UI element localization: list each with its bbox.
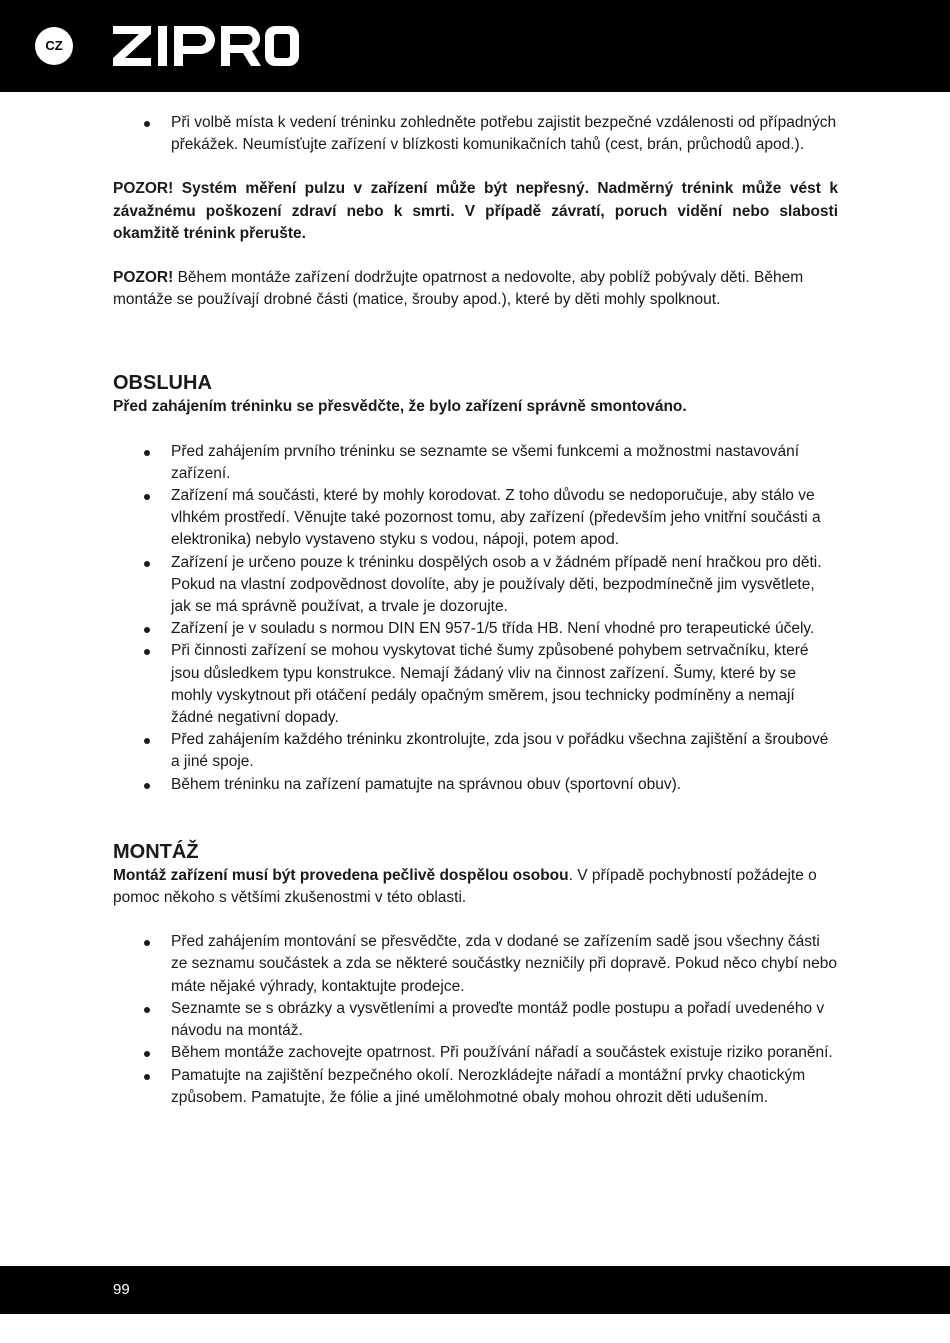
list-item: Při činnosti zařízení se mohou vyskytovat tiché šumy způsobené pohybem setrvačníku, které jsou důsledkem typu konstrukce. Nemají žádaný vliv na činnost zařízení. Šumy, které by se mohly vyskytnout při otáčení pedály opačným směrem, jsou technicky podmíněny a nemají žádné negativní dopady. (171, 640, 838, 729)
zipro-logo (113, 26, 299, 66)
language-badge: CZ (35, 27, 73, 65)
montaz-intro-bold: Montáž zařízení musí být provedena pečlivě dospělou osobou (113, 866, 569, 884)
list-item: Zařízení má součásti, které by mohly korodovat. Z toho důvodu se nedoporučuje, aby stálo ve vlhkém prostředí. Věnujte také pozornost tomu, aby zařízení (především jeho vnitřní součásti a elektronika) nebylo vystaveno styku s vodou, nápoji, potem apod. (171, 485, 838, 552)
list-item: Seznamte se s obrázky a vysvětleními a proveďte montáž podle postupu a pořadí uvedeného v návodu na montáž. (171, 998, 838, 1042)
section-subtitle-obsluha: Před zahájením tréninku se přesvědčte, že bylo zařízení správně smontováno. (113, 398, 687, 416)
page-content (113, 112, 838, 1109)
section-title-obsluha: OBSLUHA (113, 372, 212, 395)
warning-text: Během montáže zařízení dodržujte opatrnost a nedovolte, aby poblíž pobývaly děti. Během montáže se používají drobné části (matice, šrouby apod.), které by děti mohly spolknout. (113, 269, 804, 309)
list-item: Zařízení je určeno pouze k tréninku dospělých osob a v žádném případě není hračkou pro děti. Pokud na vlastní zodpovědnost dovolíte, aby je používaly děti, bezpodmínečně jim vysvětlete, jak se má správně používat, a trvale je dozorujte. (171, 552, 838, 619)
list-item: Při volbě místa k vedení tréninku zohledněte potřebu zajistit bezpečné vzdálenosti od případných překážek. Neumísťujte zařízení v blízkosti komunikačních tahů (cest, brán, průchodů apod.). (171, 112, 838, 156)
list-item: Před zahájením prvního tréninku se seznamte se všemi funkcemi a možnostmi nastavování zařízení. (171, 441, 838, 485)
page-header (0, 0, 950, 92)
montaz-intro (113, 865, 838, 909)
obsluha-list (113, 441, 838, 796)
warning-label: POZOR! (113, 269, 174, 287)
list-item: Před zahájením každého tréninku zkontrolujte, zda jsou v pořádku všechna zajištění a šroubové a jiné spoje. (171, 729, 838, 773)
montaz-intro-rest: . V případě pochybností požádejte o pomoc někoho s většími zkušenostmi v této oblasti. (113, 866, 817, 907)
pulse-warning: POZOR! Systém měření pulzu v zařízení může být nepřesný. Nadměrný trénink může vést k závažnému poškození zdraví nebo k smrti. V případě závratí, poruch vidění nebo slabosti okamžitě trénink přerušte. (113, 180, 838, 242)
page-footer (0, 1266, 950, 1314)
list-item: Během tréninku na zařízení pamatujte na správnou obuv (sportovní obuv). (171, 774, 838, 796)
page-number: 99 (113, 1281, 130, 1298)
children-warning (113, 267, 838, 311)
list-item: Před zahájením montování se přesvědčte, zda v dodané se zařízením sadě jsou všechny části ze seznamu součástek a zda se některé součástky nezničily při dopravě. Pokud něco chybí nebo máte nějaké výhrady, kontaktujte prodejce. (171, 931, 838, 998)
list-item: Během montáže zachovejte opatrnost. Při používání nářadí a součástek existuje riziko poranění. (171, 1042, 838, 1064)
montaz-list (113, 931, 838, 1109)
list-item: Pamatujte na zajištění bezpečného okolí. Nerozkládejte nářadí a montážní prvky chaotickým způsobem. Pamatujte, že fólie a jiné umělohmotné obaly mohou ohrozit děti udušením. (171, 1065, 838, 1109)
list-item: Zařízení je v souladu s normou DIN EN 957-1/5 třída HB. Není vhodné pro terapeutické účely. (171, 618, 838, 640)
section-title-montaz: MONTÁŽ (113, 840, 199, 863)
intro-list (113, 112, 838, 156)
